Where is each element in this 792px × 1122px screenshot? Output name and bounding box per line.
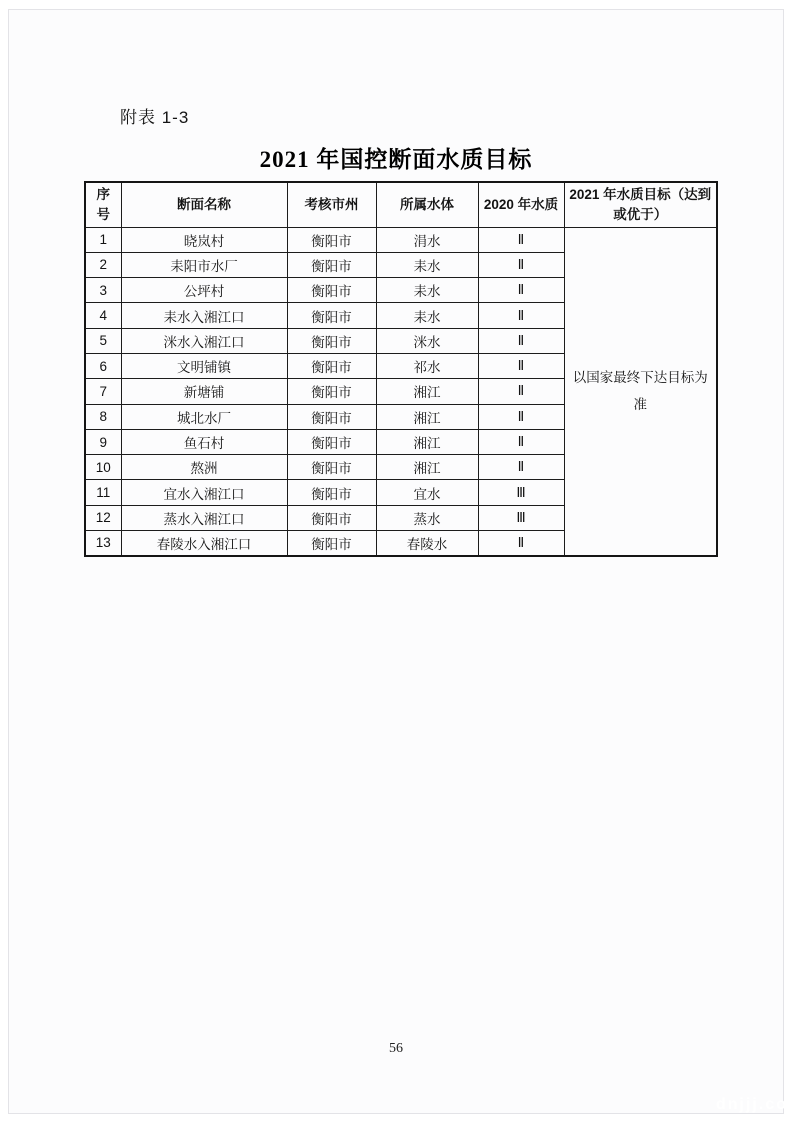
section-name-cell: 洣水入湘江口: [121, 328, 287, 353]
water-body-cell: 宜水: [376, 480, 478, 505]
appendix-label: 附表 1-3: [120, 108, 190, 127]
assessed-city-cell: 衡阳市: [287, 480, 376, 505]
assessed-city-cell: 衡阳市: [287, 353, 376, 378]
scanned-page: [8, 9, 788, 1114]
water-body-cell: 春陵水: [376, 531, 478, 556]
quality-2020-cell: Ⅱ: [478, 303, 564, 328]
page-title: 2021 年国控断面水质目标: [259, 147, 533, 172]
water-body-cell: 耒水: [376, 303, 478, 328]
col-header-2020-quality: 2020 年水质: [478, 182, 564, 227]
row-serial-number: 11: [85, 480, 121, 505]
section-name-cell: 鱼石村: [121, 429, 287, 454]
row-serial-number: 1: [85, 227, 121, 252]
row-serial-number: 13: [85, 531, 121, 556]
water-body-cell: 洣水: [376, 328, 478, 353]
water-body-cell: 涓水: [376, 227, 478, 252]
section-name-cell: 新塘铺: [121, 379, 287, 404]
section-name-cell: 城北水厂: [121, 404, 287, 429]
assessed-city-cell: 衡阳市: [287, 531, 376, 556]
assessed-city-cell: 衡阳市: [287, 455, 376, 480]
quality-2020-cell: Ⅱ: [478, 278, 564, 303]
water-body-cell: 祁水: [376, 353, 478, 378]
row-serial-number: 9: [85, 429, 121, 454]
quality-2020-cell: Ⅱ: [478, 379, 564, 404]
water-body-cell: 耒水: [376, 278, 478, 303]
section-name-cell: 文明铺镇: [121, 353, 287, 378]
row-serial-number: 5: [85, 328, 121, 353]
section-name-cell: 耒水入湘江口: [121, 303, 287, 328]
quality-2020-cell: Ⅱ: [478, 404, 564, 429]
section-name-cell: 蒸水入湘江口: [121, 505, 287, 530]
assessed-city-cell: 衡阳市: [287, 505, 376, 530]
water-body-cell: 湘江: [376, 404, 478, 429]
target-note-merged-cell: 以国家最终下达目标为准: [564, 227, 717, 556]
water-body-cell: 湘江: [376, 429, 478, 454]
assessed-city-cell: 衡阳市: [287, 278, 376, 303]
col-header-section-name: 断面名称: [121, 182, 287, 227]
row-serial-number: 6: [85, 353, 121, 378]
assessed-city-cell: 衡阳市: [287, 303, 376, 328]
section-name-cell: 宜水入湘江口: [121, 480, 287, 505]
section-name-cell: 晓岚村: [121, 227, 287, 252]
quality-2020-cell: Ⅲ: [478, 480, 564, 505]
row-serial-number: 7: [85, 379, 121, 404]
row-serial-number: 3: [85, 278, 121, 303]
quality-2020-cell: Ⅱ: [478, 328, 564, 353]
row-serial-number: 12: [85, 505, 121, 530]
assessed-city-cell: 衡阳市: [287, 379, 376, 404]
col-header-serial-number: 序号: [85, 182, 121, 227]
col-header-water-body: 所属水体: [376, 182, 478, 227]
row-serial-number: 2: [85, 252, 121, 277]
table-row: [85, 227, 717, 252]
water-body-cell: 耒水: [376, 252, 478, 277]
table-body: [85, 227, 717, 556]
quality-2020-cell: Ⅱ: [478, 531, 564, 556]
water-body-cell: 蒸水: [376, 505, 478, 530]
section-name-cell: 春陵水入湘江口: [121, 531, 287, 556]
quality-2020-cell: Ⅲ: [478, 505, 564, 530]
water-quality-table-container: [84, 181, 716, 557]
quality-2020-cell: Ⅱ: [478, 252, 564, 277]
row-serial-number: 8: [85, 404, 121, 429]
section-name-cell: 公坪村: [121, 278, 287, 303]
col-header-assessed-city: 考核市州: [287, 182, 376, 227]
section-name-cell: 耒阳市水厂: [121, 252, 287, 277]
row-serial-number: 4: [85, 303, 121, 328]
water-body-cell: 湘江: [376, 455, 478, 480]
col-header-2021-target: 2021 年水质目标（达到或优于）: [564, 182, 717, 227]
assessed-city-cell: 衡阳市: [287, 404, 376, 429]
watermark-text: dnjjj.co: [716, 1096, 788, 1113]
quality-2020-cell: Ⅱ: [478, 353, 564, 378]
water-body-cell: 湘江: [376, 379, 478, 404]
row-serial-number: 10: [85, 455, 121, 480]
section-name-cell: 熬洲: [121, 455, 287, 480]
water-quality-table: [84, 181, 718, 557]
quality-2020-cell: Ⅱ: [478, 429, 564, 454]
quality-2020-cell: Ⅱ: [478, 227, 564, 252]
quality-2020-cell: Ⅱ: [478, 455, 564, 480]
table-header-row: [85, 182, 717, 227]
assessed-city-cell: 衡阳市: [287, 252, 376, 277]
assessed-city-cell: 衡阳市: [287, 227, 376, 252]
assessed-city-cell: 衡阳市: [287, 429, 376, 454]
page-number: 56: [389, 1041, 403, 1056]
assessed-city-cell: 衡阳市: [287, 328, 376, 353]
